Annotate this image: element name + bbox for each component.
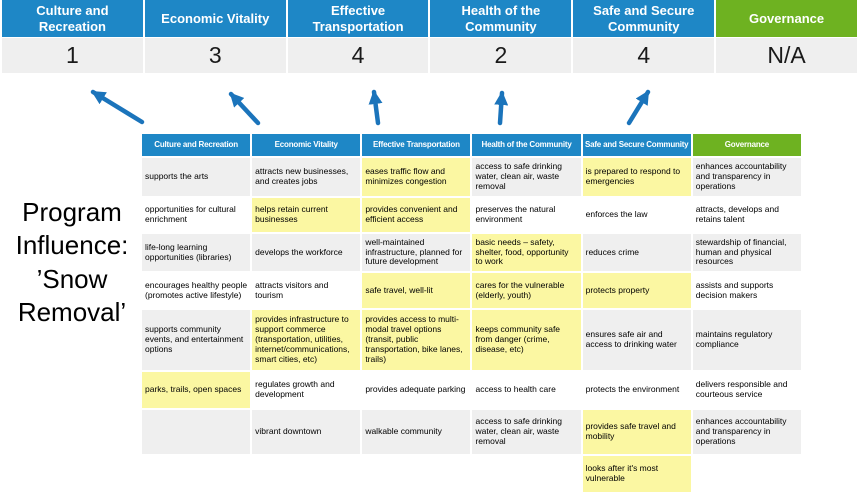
- matrix-cell-r7c3: walkable community: [362, 410, 470, 454]
- table-row: [142, 158, 801, 196]
- matrix-cell-r6c4: access to health care: [472, 372, 580, 408]
- table-row: [142, 198, 801, 232]
- score-value-economic-vitality: 3: [145, 38, 286, 73]
- matrix-cell-r3c4: basic needs – safety, shelter, food, opportunity to work: [472, 234, 580, 271]
- matrix-cell-r6c5: protects the environment: [583, 372, 691, 408]
- matrix-cell-r4c3: safe travel, well-lit: [362, 273, 470, 308]
- matrix-cell-r3c1: life-long learning opportunities (libraries): [142, 234, 250, 271]
- matrix-cell-r3c2: develops the workforce: [252, 234, 360, 271]
- matrix-cell-r1c3: eases traffic flow and minimizes congestion: [362, 158, 470, 196]
- matrix-cell-r3c3: well-maintained infrastructure, planned for future development: [362, 234, 470, 271]
- matrix-cell-r2c6: attracts, develops and retains talent: [693, 198, 801, 232]
- matrix-cell-r2c2: helps retain current businesses: [252, 198, 360, 232]
- matrix-cell-r7c2: vibrant downtown: [252, 410, 360, 454]
- matrix-header-governance: Governance: [693, 134, 801, 156]
- matrix-cell-r8c1: [142, 456, 250, 492]
- matrix-cell-r4c6: assists and supports decision makers: [693, 273, 801, 308]
- matrix-cell-r7c5: provides safe travel and mobility: [583, 410, 691, 454]
- score-value-governance: N/A: [716, 38, 857, 73]
- up-arrow-icon-safe-and-secure-community: [629, 92, 648, 123]
- score-value-safe-and-secure-community: 4: [573, 38, 714, 73]
- scoreboard-header-health-of-the-community: Health of the Community: [430, 0, 571, 37]
- table-row: [142, 234, 801, 271]
- matrix-cell-r7c4: access to safe drinking water, clean air, waste removal: [472, 410, 580, 454]
- matrix-header-row: [142, 134, 801, 156]
- table-row: [142, 310, 801, 370]
- matrix-cell-r3c6: stewardship of financial, human and physical resources: [693, 234, 801, 271]
- matrix-cell-r1c1: supports the arts: [142, 158, 250, 196]
- matrix-cell-r7c6: enhances accountability and transparency in operations: [693, 410, 801, 454]
- matrix-cell-r3c5: reduces crime: [583, 234, 691, 271]
- score-value-health-of-the-community: 2: [430, 38, 571, 73]
- scoreboard-header-safe-and-secure-community: Safe and Secure Community: [573, 0, 714, 37]
- matrix-cell-r2c1: opportunities for cultural enrichment: [142, 198, 250, 232]
- score-value-effective-transportation: 4: [288, 38, 429, 73]
- matrix-cell-r5c2: provides infrastructure to support commerce (transportation, utilities, internet/communications, smart cities, etc): [252, 310, 360, 370]
- matrix-body: [142, 158, 801, 492]
- table-row: [142, 456, 801, 492]
- up-arrow-icon-culture-and-recreation: [93, 92, 142, 122]
- matrix-cell-r1c4: access to safe drinking water, clean air, waste removal: [472, 158, 580, 196]
- matrix-cell-r8c6: [693, 456, 801, 492]
- matrix-cell-r1c2: attracts new businesses, and creates jobs: [252, 158, 360, 196]
- page-title: Program Influence: ’Snow Removal’: [15, 197, 129, 327]
- influence-matrix-table: [140, 132, 803, 494]
- matrix-cell-r2c4: preserves the natural environment: [472, 198, 580, 232]
- matrix-cell-r5c3: provides access to multi-modal travel options (transit, public transportation, bike lanes, trails): [362, 310, 470, 370]
- table-row: [142, 273, 801, 308]
- matrix-cell-r5c1: supports community events, and entertainment options: [142, 310, 250, 370]
- matrix-cell-r4c4: cares for the vulnerable (elderly, youth): [472, 273, 580, 308]
- matrix-cell-r6c2: regulates growth and development: [252, 372, 360, 408]
- matrix-cell-r5c6: maintains regulatory compliance: [693, 310, 801, 370]
- scoreboard: [2, 0, 857, 73]
- matrix-cell-r8c3: [362, 456, 470, 492]
- matrix-cell-r5c5: ensures safe air and access to drinking water: [583, 310, 691, 370]
- up-arrow-icon-economic-vitality: [231, 94, 258, 123]
- matrix-cell-r1c5: is prepared to respond to emergencies: [583, 158, 691, 196]
- matrix-cell-r6c6: delivers responsible and courteous service: [693, 372, 801, 408]
- matrix-cell-r2c5: enforces the law: [583, 198, 691, 232]
- matrix-cell-r8c2: [252, 456, 360, 492]
- table-row: [142, 372, 801, 408]
- matrix-cell-r4c2: attracts visitors and tourism: [252, 273, 360, 308]
- scoreboard-header-governance: Governance: [716, 0, 857, 37]
- scoreboard-header-effective-transportation: Effective Transportation: [288, 0, 429, 37]
- matrix-cell-r4c5: protects property: [583, 273, 691, 308]
- matrix-cell-r7c1: [142, 410, 250, 454]
- matrix-header-health-of-the-community: Health of the Community: [472, 134, 580, 156]
- influence-arrows: [0, 72, 859, 132]
- matrix-cell-r5c4: keeps community safe from danger (crime, disease, etc): [472, 310, 580, 370]
- matrix-cell-r6c3: provides adequate parking: [362, 372, 470, 408]
- matrix-header-culture-and-recreation: Culture and Recreation: [142, 134, 250, 156]
- table-row: [142, 410, 801, 454]
- scoreboard-header-economic-vitality: Economic Vitality: [145, 0, 286, 37]
- scoreboard-header-culture-and-recreation: Culture and Recreation: [2, 0, 143, 37]
- matrix-cell-r4c1: encourages healthy people (promotes active lifestyle): [142, 273, 250, 308]
- table-row: [142, 134, 801, 156]
- matrix-cell-r8c4: [472, 456, 580, 492]
- up-arrow-icon-health-of-the-community: [500, 93, 502, 123]
- matrix-header-effective-transportation: Effective Transportation: [362, 134, 470, 156]
- matrix-header-safe-and-secure-community: Safe and Secure Community: [583, 134, 691, 156]
- matrix-header-economic-vitality: Economic Vitality: [252, 134, 360, 156]
- score-value-culture-and-recreation: 1: [2, 38, 143, 73]
- matrix-cell-r2c3: provides convenient and efficient access: [362, 198, 470, 232]
- up-arrow-icon-effective-transportation: [374, 92, 378, 123]
- matrix-cell-r1c6: enhances accountability and transparency in operations: [693, 158, 801, 196]
- matrix-cell-r6c1: parks, trails, open spaces: [142, 372, 250, 408]
- matrix-cell-r8c5: looks after it's most vulnerable: [583, 456, 691, 492]
